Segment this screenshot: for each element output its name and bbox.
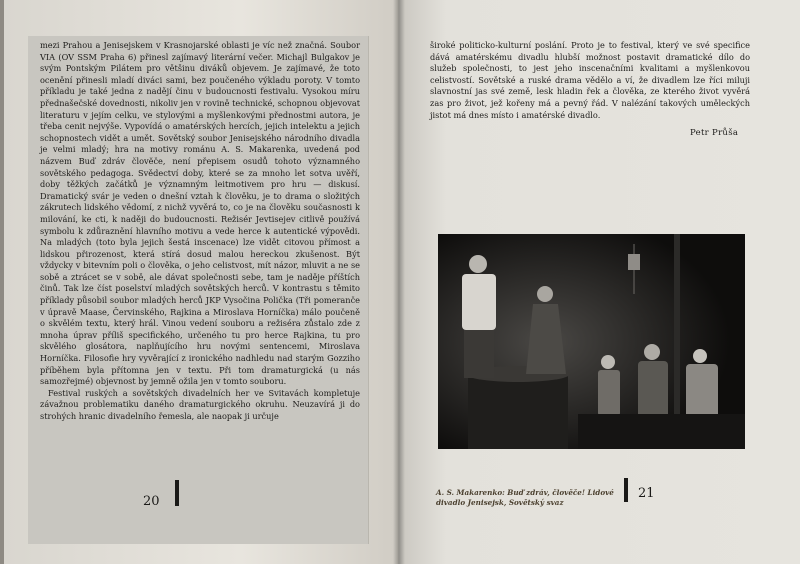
theatre-scene-image [438,234,745,449]
right-paragraph-1: široké politicko-kulturní poslání. Proto je to festival, který ve své specifice dává amatérskému divadlu hlubší možnost postavit dramatické dílo do služeb společnosti, to jest jeho inscenačními kvalitami a myšlenkovou celistvostí. Sovětské a ruské drama vědělo a ví, že divadlem lze říci miluji slavnostní jas své země, lesk hladin řek a člověka, ze kterého život vyvěrá zas pro život, jež kořeny má a pevný řád. V nalézání takových uměleckých jistot má dnes místo i amatérské divadlo. [430,40,750,120]
theatre-photo [438,234,745,449]
photo-caption: A. S. Makarenko: Buď zdráv, člověče! Lidové divadlo Jenisejsk, Sovětský svaz [436,488,614,507]
right-page-text [430,40,750,121]
page-number-left: 20 [143,494,160,509]
left-paragraph-2: Festival ruských a sovětských divadelních her ve Svitavách kompletuje závažnou problematiku daného dramaturgického okruhu. Neuzavírá ji do strohých hranic divadelního řemesla, ale naopak ji určuje [40,387,360,421]
book-gutter [393,0,405,564]
article-author: Petr Průša [690,128,739,138]
left-paragraph-1: mezi Prahou a Jenisejskem v Krasnojarské oblasti je víc než značná. Soubor VIA (OV SSM Praha 6) přinesl zajímavý literární večer. Michajl Bulgakov je svým Pontským Pilátem pro většinu diváků objevem. Je zajímavé, že toto ocenění přinesli mladí diváci sami, bez poučeného výkladu poroty. V tomto příkladu je také jedna z nadějí činu v budoucnosti festivalu. Vysokou míru přednašečské dovednosti, nikoliv jen v rovině technické, schopnou objevovat literaturu v jejím celku, ve stylovými a myšlenkovými přednostmi autora, je třeba cenit nejvýše. Vypovídá o amatérských hercích, jejich intelektu a jejich schopnostech vidět a umět. Sovětský soubor Jenisejského národního divadla je velmi mladý; hra na motivy románu A. S. Makarenka, uvedená pod názvem Buď zdráv človĕče, není přepisem osudů tohoto významného sovětského pedagoga. Svědectví doby, které se za mnoho let sotva uvěří, doby těžkých začátků je významným leitmotivem pro hru — diskusí. Dramatický svár je veden o dnešní vztah k člověku, je to drama o složitých zákrutech lidského vědomí, z nichž vyvěrá to, co je na člověku současnosti k milování, ke cti, k naději do budoucnosti. Režisér Jevtisejev citlivě používá symbolu k zdůraznění hlavního motivu a vede herce k autentické výpovědi. Na mladých (toto byla jejich šestá inscenace) lze vidět citovou přímost a lidskou přirozenost, která stírá dosud malou hereckou zkušenost. Být vždycky v bitevním poli o člověka, o jeho celistvost, mít názor, mluvit a ne se sobě a ztrácet se v sobě, ale dávat společnosti sebe, tam je naděje příštích činů. Tak lze číst poselství mladých sovětských herců. V kontrastu s těmito příklady působil soubor mladých herců JKP Vysočina Polička (Tři pomeranče v úpravě Maase, Červinského, Rajkina a Miroslava Horníčka) málo poučeně o skvělém textu, který hrál. Vinou vedení souboru a režiséra zůstalo zde z mnoha úprav příliš specifického, určeného tu pro herce Rajkina, tu pro skvělého glosátora, naplňujícího hru novými sentencemi, Miroslava Horníčka. Filosofie hry vyvěrající z ironického nadhledu nad starým Gozziho příběhem byla přítomna jen v textu. Při tom dramaturgická (u nás samozřejmé) objevnost by jemně ožila jen v tomto souboru. [40,40,360,387]
left-page-text [40,40,360,423]
page-marker-bar-right [624,478,628,502]
page-number-right: 21 [638,486,655,501]
page-marker-bar-left [175,480,179,506]
